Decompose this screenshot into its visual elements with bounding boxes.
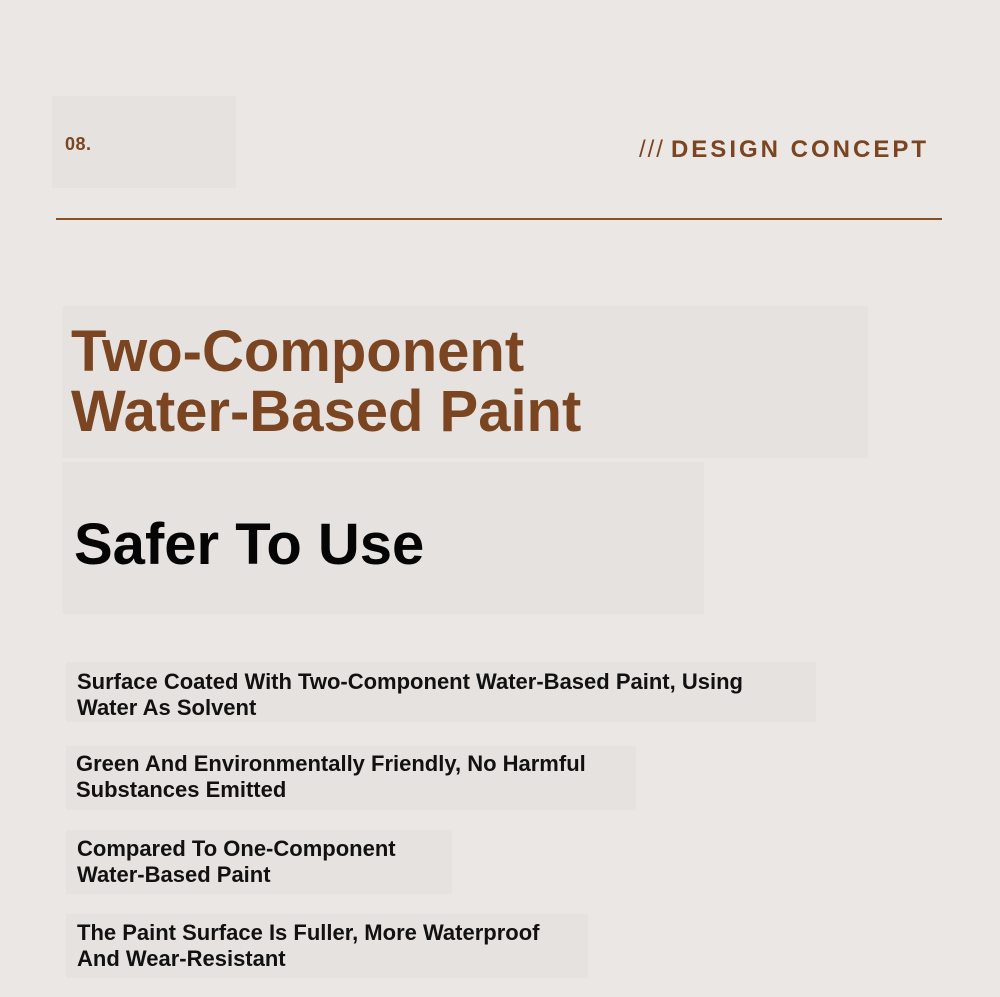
feature-line: And Wear-Resistant: [77, 946, 286, 971]
page-headline: [71, 319, 582, 444]
feature-line: Compared To One-Component: [77, 836, 396, 861]
feature-line: Water As Solvent: [77, 695, 257, 720]
feature-line: Water-Based Paint: [77, 862, 271, 887]
subheadline: Safer To Use: [74, 512, 425, 577]
feature-item: [77, 669, 743, 721]
feature-item: [76, 751, 586, 803]
section-number: 08.: [65, 134, 92, 154]
section-label: [639, 136, 929, 164]
section-title: DESIGN CONCEPT: [670, 136, 929, 163]
feature-item: [77, 836, 396, 888]
section-label-slashes: ///: [638, 136, 665, 163]
feature-item: [77, 920, 540, 972]
feature-line: Green And Environmentally Friendly, No Harmful: [76, 751, 586, 776]
headline-line-2: Water-Based Paint: [71, 379, 582, 444]
header-divider: [56, 218, 942, 220]
feature-line: Surface Coated With Two-Component Water-Based Paint, Using: [77, 669, 743, 694]
headline-line-1: Two-Component: [71, 319, 525, 384]
feature-line: The Paint Surface Is Fuller, More Waterproof: [77, 920, 540, 945]
feature-line: Substances Emitted: [76, 777, 287, 802]
